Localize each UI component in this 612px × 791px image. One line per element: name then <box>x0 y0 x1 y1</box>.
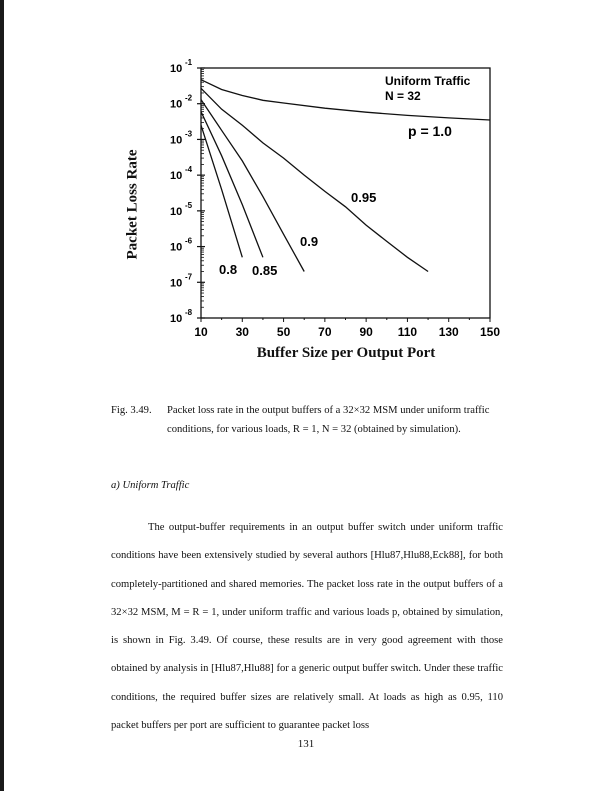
y-tick-exponent: -2 <box>185 93 193 103</box>
y-tick-exponent: -5 <box>185 200 193 210</box>
label-p-1-0: p = 1.0 <box>408 123 452 139</box>
x-tick-label: 150 <box>479 325 501 339</box>
label-0-8: 0.8 <box>219 262 238 277</box>
label-0-9: 0.9 <box>300 234 319 249</box>
x-tick-label: 70 <box>318 325 332 339</box>
caption-text: Packet loss rate in the output buffers of a 32×32 MSM under uniform traffic conditions, for various loads, R = 1, N = 32 (obtained by simulation). <box>167 405 490 435</box>
annotation-n: N = 32 <box>385 89 421 103</box>
x-tick-label: 10 <box>194 325 208 339</box>
y-tick-label: 10 <box>170 98 183 111</box>
y-tick-exponent: -1 <box>185 58 193 67</box>
x-tick-label: 50 <box>276 325 291 339</box>
section-heading: a) Uniform Traffic <box>111 480 190 491</box>
y-tick-label: 10 <box>170 170 183 183</box>
label-0-95: 0.95 <box>351 190 377 205</box>
x-tick-label: 130 <box>438 325 459 339</box>
x-tick-label: 110 <box>397 325 418 339</box>
annotation-title: Uniform Traffic <box>385 74 471 88</box>
y-tick-exponent: -7 <box>185 272 193 282</box>
y-tick-label: 10 <box>170 205 183 218</box>
y-tick-exponent: -3 <box>185 129 193 139</box>
curve-0-9 <box>201 100 304 272</box>
y-tick-exponent: -6 <box>185 236 193 246</box>
y-tick-exponent: -8 <box>185 308 193 317</box>
label-0-85: 0.85 <box>252 263 278 278</box>
y-tick-label: 10 <box>170 134 183 147</box>
x-axis-label: Buffer Size per Output Port <box>256 345 436 361</box>
figure-number: Fig. 3.49. <box>111 405 152 416</box>
chart-axes <box>197 68 490 322</box>
page-number: 131 <box>297 738 315 750</box>
y-tick-label: 10 <box>170 63 183 75</box>
x-tick-label: 30 <box>235 325 249 339</box>
y-axis-label: Packet Loss Rate <box>124 149 141 260</box>
figure-caption <box>111 401 531 439</box>
y-tick-label: 10 <box>170 241 183 254</box>
x-tick-label: 90 <box>359 325 373 339</box>
body-text <box>111 514 503 740</box>
body-paragraph: The output-buffer requirements in an output buffer switch under uniform traffic conditions have been extensively studied by several authors [Hlu87,Hlu88,Eck88], for both completely-partitioned and shared memories. The packet loss rate in the output buffers of a 32×32 MSM, M = R = 1, under uniform traffic and various loads p, obtained by simulation, is shown in Fig. 3.49. Of course, these results are in very good agreement with those obtained by analysis in [Hlu87,Hlu88] for a generic output buffer switch. Under these traffic conditions, the required buffer sizes are relatively small. At loads as high as 0.95, 110 packet buffers per port are sufficient to guarantee packet loss <box>111 522 503 732</box>
y-tick-label: 10 <box>170 313 183 325</box>
y-tick-exponent: -4 <box>185 165 193 175</box>
y-tick-label: 10 <box>170 277 183 290</box>
packet-loss-chart <box>0 0 612 380</box>
curve-0-85 <box>201 112 263 258</box>
figure-3-49 <box>0 0 612 380</box>
plot-frame <box>201 68 490 318</box>
chart-curves <box>201 80 490 272</box>
